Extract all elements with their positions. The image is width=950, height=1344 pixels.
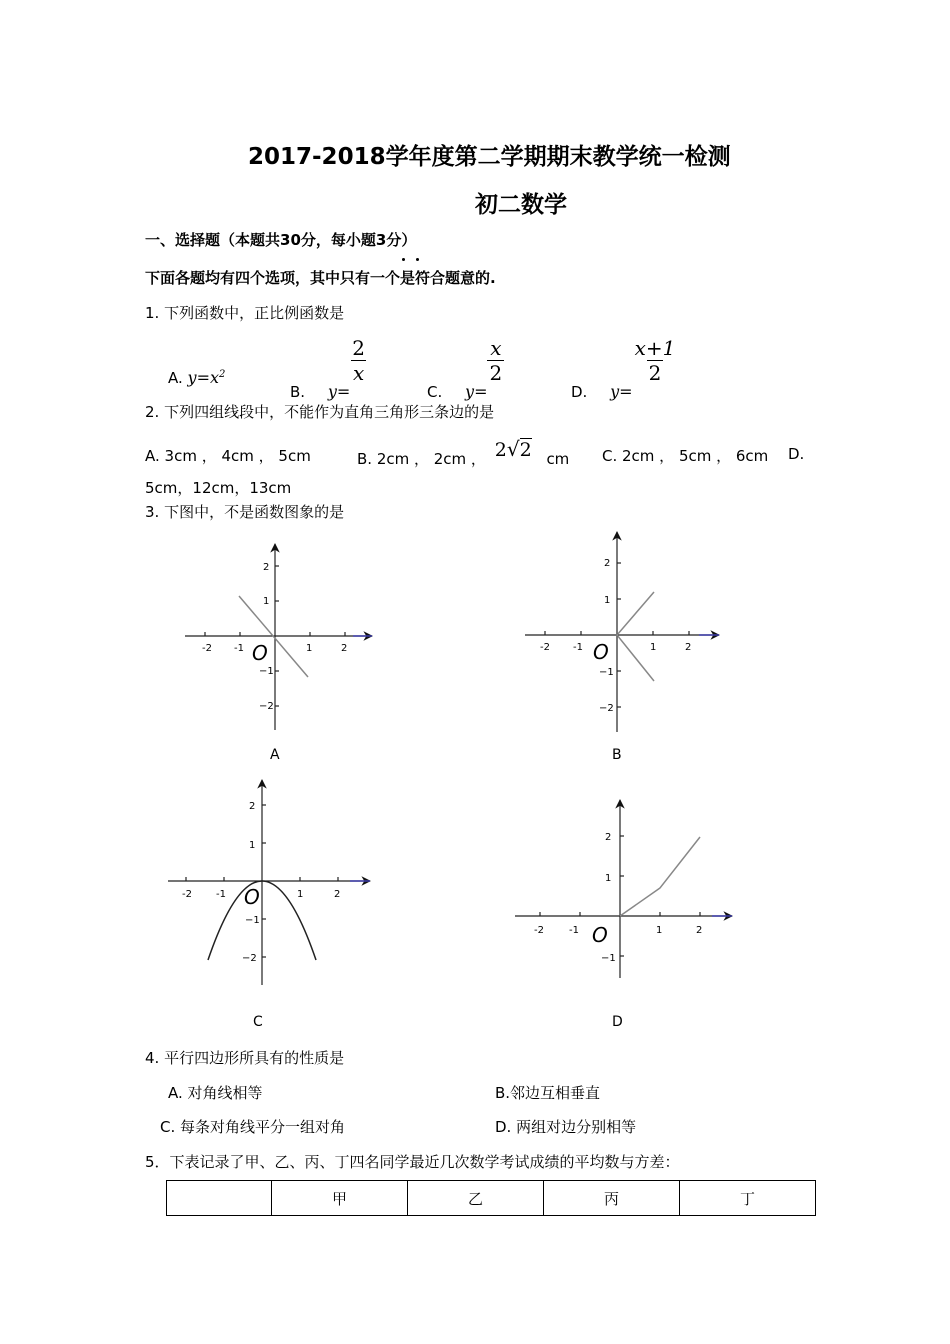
table-header-cell: 丙: [544, 1181, 680, 1216]
graph-line: [617, 592, 657, 681]
question-5-stem: 5．下表记录了甲、乙、丙、丁四名同学最近几次数学考试成绩的平均数与方差：: [145, 1153, 680, 1171]
section-instruction: 下面各题均有四个选项，其中只有一个是符合题意的.: [145, 269, 496, 287]
tick-label: 2: [685, 642, 692, 653]
question-2-stem: 2. 下列四组线段中，不能作为直角三角形三条边的是: [145, 403, 495, 421]
tick-label: 1: [605, 873, 612, 884]
origin-label: O: [244, 885, 260, 909]
tick-label: −1: [601, 953, 616, 964]
tick-label: −2: [242, 953, 257, 964]
tick-label: −1: [599, 667, 614, 678]
tick-label: -1: [216, 889, 226, 900]
q4-option-d: D. 两组对边分别相等: [495, 1118, 637, 1136]
option-label: B.: [290, 383, 306, 401]
option-expression: y=: [327, 382, 351, 401]
tick-label: −2: [599, 703, 614, 714]
table-header-cell: 乙: [408, 1181, 544, 1216]
question-3-stem: 3. 下图中，不是函数图象的是: [145, 503, 345, 521]
table-header-cell: 丁: [680, 1181, 816, 1216]
tick-label: 2: [334, 889, 341, 900]
tick-label: -2: [202, 643, 212, 654]
exponent: 2: [219, 369, 226, 380]
q4-option-a: A. 对角线相等: [168, 1084, 263, 1102]
graph-b-label: B: [612, 747, 622, 763]
option-expression: y=: [610, 382, 633, 401]
tick-label: 1: [650, 642, 657, 653]
tick-label: -1: [569, 925, 579, 936]
scores-table: [166, 1180, 816, 1216]
table-row: [167, 1181, 816, 1216]
option-label: D.: [571, 383, 588, 401]
tick-label: 2: [696, 925, 703, 936]
origin-label: O: [592, 923, 608, 947]
table-header-cell: [167, 1181, 272, 1216]
q4-option-b: B.邻边互相垂直: [495, 1084, 601, 1102]
fraction: $\frac{x+1}{2}$: [634, 336, 676, 385]
tick-label: -1: [234, 643, 244, 654]
fraction: $\frac{x}{2}$: [489, 336, 503, 385]
tick-label: −2: [259, 701, 274, 712]
q2-option-b: B. 2cm ， 2cm ， 2√2 cm: [357, 437, 570, 468]
fraction: $\frac{2}{x}$: [352, 336, 366, 385]
option-expression: y=: [465, 382, 488, 401]
q2-option-c: C. 2cm ， 5cm ， 6cm: [602, 447, 769, 465]
tick-label: −1: [259, 666, 274, 677]
tick-label: 2: [341, 643, 348, 654]
graph-d: [515, 800, 732, 978]
tick-label: -2: [534, 925, 544, 936]
graph-d-label: D: [612, 1014, 623, 1030]
tick-label: 2: [605, 832, 612, 843]
tick-label: 2: [604, 558, 611, 569]
origin-label: O: [252, 641, 268, 665]
table-header-cell: 甲: [272, 1181, 408, 1216]
tick-label: −1: [245, 915, 260, 926]
option-label: C.: [427, 383, 443, 401]
graph-c: [168, 780, 370, 985]
graph-c-label: C: [253, 1014, 263, 1030]
tick-label: 2: [263, 562, 270, 573]
tick-label: 1: [306, 643, 313, 654]
tick-label: 2: [249, 801, 256, 812]
radical-expression: 2√2: [494, 437, 532, 461]
graph-line: [620, 837, 700, 916]
exam-title: 2017-2018学年度第二学期期末教学统一检测: [248, 144, 731, 170]
tick-label: 1: [297, 889, 304, 900]
graph-b: [525, 532, 719, 732]
section-heading: 一、选择题（本题共30分，每小题3分）: [145, 231, 417, 249]
q2-option-d-label: D.: [788, 445, 805, 463]
tick-label: 1: [604, 595, 611, 606]
tick-label: 1: [249, 840, 256, 851]
q4-option-c: C. 每条对角线平分一组对角: [160, 1118, 346, 1136]
origin-label: O: [593, 640, 609, 664]
option-expression: y=x: [187, 368, 220, 387]
q2-option-d-value: 5cm，12cm，13cm: [145, 479, 292, 497]
question-1-stem: 1. 下列函数中，正比例函数是: [145, 304, 345, 322]
graph-a: [185, 544, 372, 730]
tick-label: -2: [540, 642, 550, 653]
tick-label: 1: [656, 925, 663, 936]
graph-a-label: A: [270, 747, 280, 763]
tick-label: 1: [263, 596, 270, 607]
tick-label: -2: [182, 889, 192, 900]
option-label: A.: [168, 369, 183, 387]
question-4-stem: 4. 平行四边形所具有的性质是: [145, 1049, 345, 1067]
tick-label: -1: [573, 642, 583, 653]
q2-option-a: A. 3cm ， 4cm ， 5cm: [145, 447, 311, 465]
exam-subtitle: 初二数学: [475, 192, 567, 218]
